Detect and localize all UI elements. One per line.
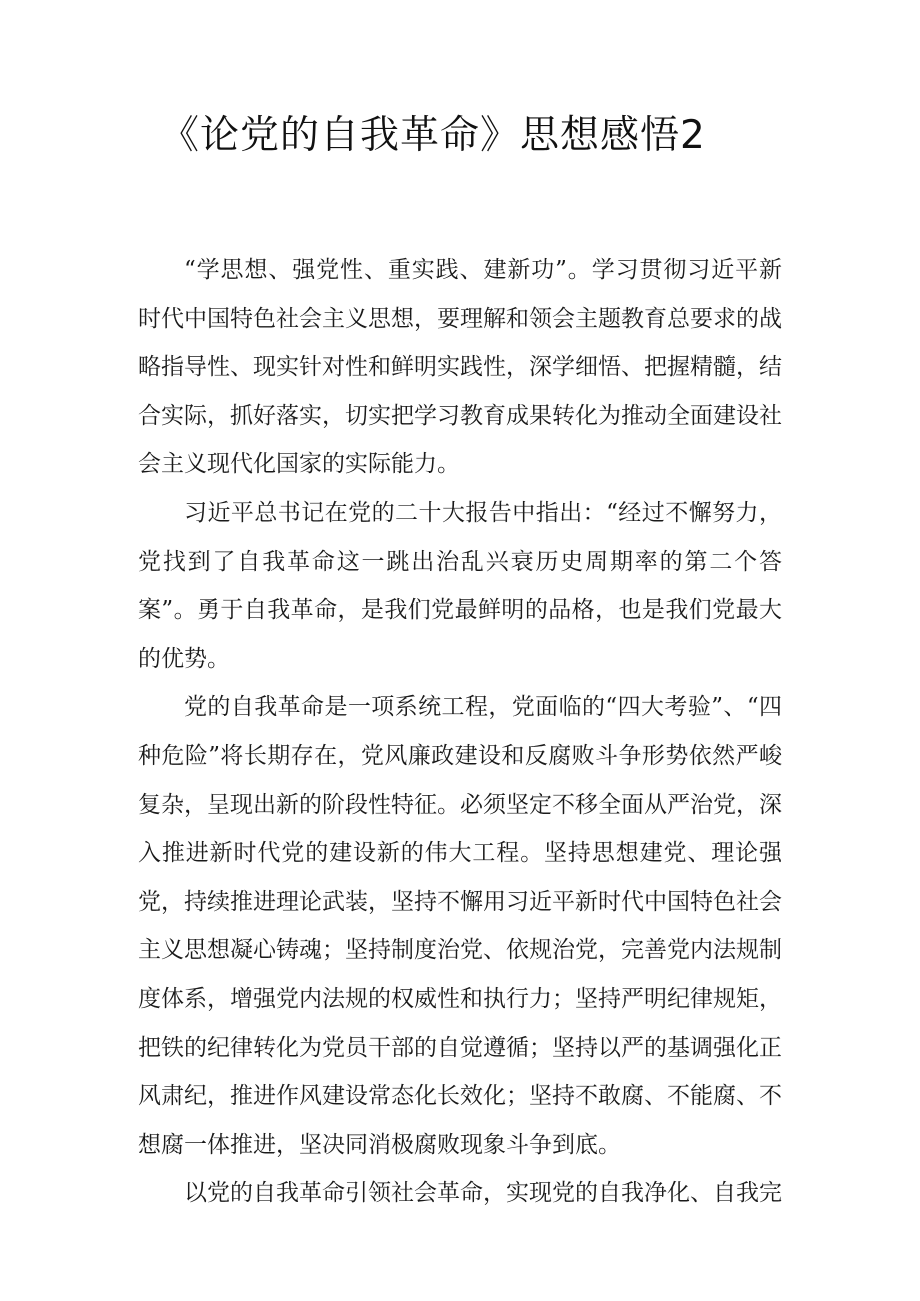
paragraph: 习近平总书记在党的二十大报告中指出：“经过不懈努力，党找到了自我革命这一跳出治乱兴衰历史周期率的第二个答案”。勇于自我革命，是我们党最鲜明的品格，也是我们党最大的优势。: [138, 499, 782, 672]
document-title: 《论党的自我革命》思想感悟2: [160, 113, 706, 158]
paragraph: 以党的自我革命引领社会革命，实现党的自我净化、自我完: [184, 1180, 782, 1207]
paragraph: “学思想、强党性、重实践、建新功”。学习贯彻习近平新时代中国特色社会主义思想，要理解和领会主题教育总要求的战略指导性、现实针对性和鲜明实践性，深学细悟、把握精髓，结合实际，抓好落实，切实把学习教育成果转化为推动全面建设社会主义现代化国家的实际能力。: [138, 257, 782, 478]
paragraph: 党的自我革命是一项系统工程，党面临的“四大考验”、“四种危险”将长期存在，党风廉政建设和反腐败斗争形势依然严峻复杂，呈现出新的阶段性特征。必须坚定不移全面从严治党，深入推进新时代党的建设新的伟大工程。坚持思想建党、理论强党，持续推进理论武装，坚持不懈用习近平新时代中国特色社会主义思想凝心铸魂；坚持制度治党、依规治党，完善党内法规制度体系，增强党内法规的权威性和执行力；坚持严明纪律规矩，把铁的纪律转化为党员干部的自觉遵循；坚持以严的基调强化正风肃纪，推进作风建设常态化长效化；坚持不敢腐、不能腐、不想腐一体推进，坚决同消极腐败现象斗争到底。: [138, 694, 782, 1158]
document-body: [138, 246, 782, 1218]
